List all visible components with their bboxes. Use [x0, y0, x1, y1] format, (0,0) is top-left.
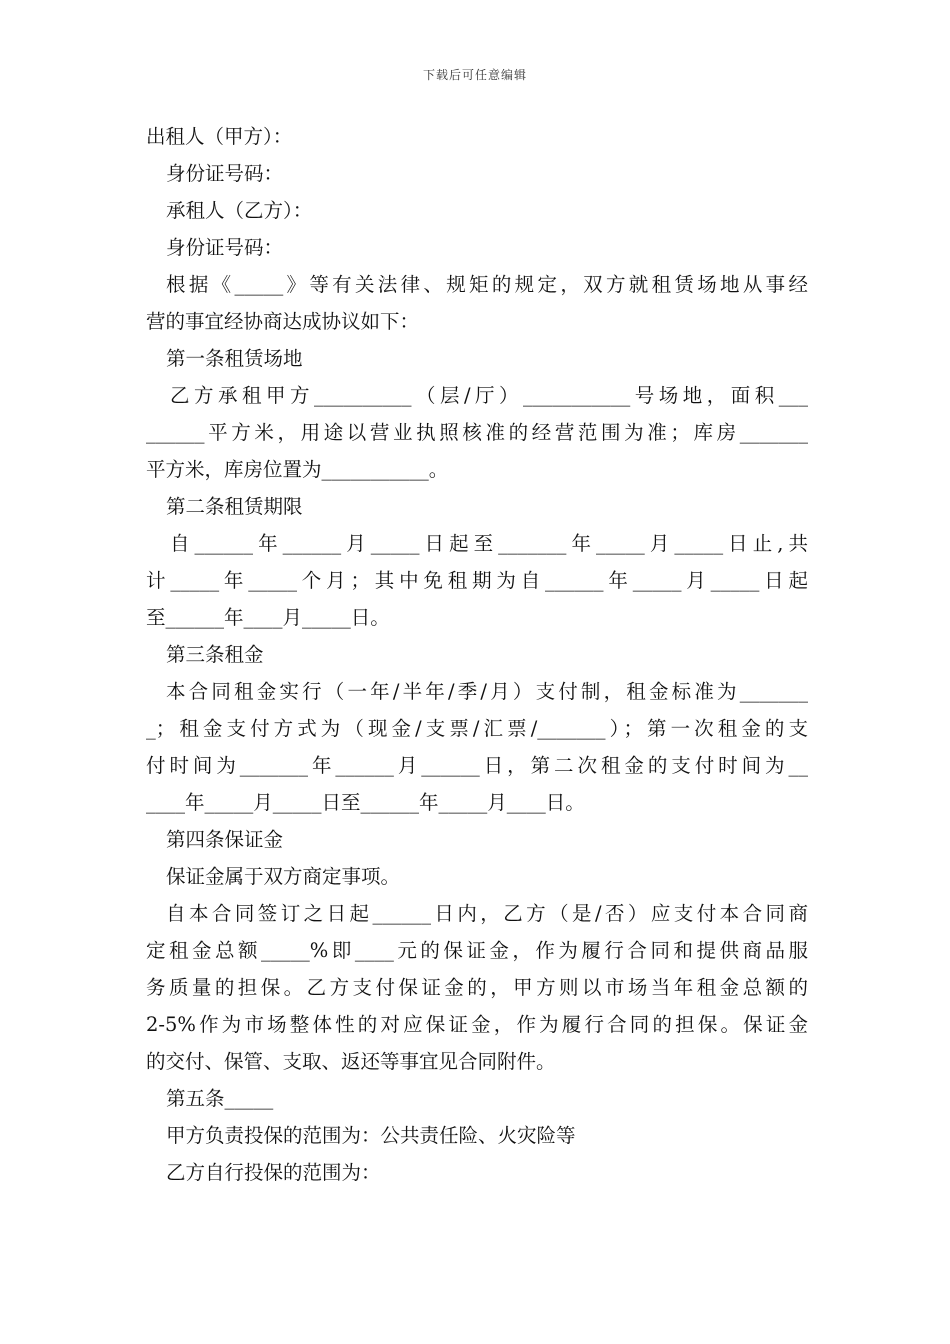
text-line: 第一条租赁场地: [166, 347, 303, 370]
text-line: 第三条租金: [166, 643, 264, 666]
text-line: 自本合同签订之日起______日内，乙方（是/否）应支付本合同商: [166, 902, 808, 925]
text-line: 2-5%作为市场整体性的对应保证金，作为履行合同的担保。保证金: [146, 1013, 808, 1036]
text-line: 第五条_____: [166, 1087, 274, 1110]
text-line: 保证金属于双方商定事项。: [166, 865, 401, 888]
text-line: 甲方负责投保的范围为：公共责任险、火灾险等: [166, 1124, 576, 1147]
text-line: ______平方米，用途以营业执照核准的经营范围为准；库房_______: [146, 421, 808, 444]
text-line: 至______年____月_____日。: [146, 606, 390, 629]
text-line: 计_____年_____个月；其中免租期为自______年_____月_____日起: [146, 569, 808, 592]
text-line: 根据《_____》等有关法律、规矩的规定，双方就租赁场地从事经: [166, 273, 808, 296]
document-body: [146, 118, 808, 1191]
text-line: 乙方承租甲方__________（层/厅）___________号场地，面积___: [170, 384, 808, 407]
text-line: 务质量的担保。乙方支付保证金的，甲方则以市场当年租金总额的: [146, 976, 808, 999]
text-line: 本合同租金实行（一年/半年/季/月）支付制，租金标准为_______: [166, 680, 808, 703]
text-line: 自______年______月_____日起至_______年_____月_____日止,共: [170, 532, 808, 555]
text-line: 第四条保证金: [166, 828, 284, 851]
text-line: 乙方自行投保的范围为：: [166, 1161, 381, 1184]
page-header: 下载后可任意编辑: [422, 68, 527, 82]
text-line: 出租人（甲方）：: [146, 125, 293, 148]
text-line: 营的事宜经协商达成协议如下：: [146, 310, 420, 333]
text-line: ____年_____月_____日至______年_____月____日。: [146, 791, 585, 814]
text-line: 定租金总额_____%即____元的保证金，作为履行合同和提供商品服: [146, 939, 808, 962]
text-line: _；租金支付方式为（现金/支票/汇票/_______）；第一次租金的支: [146, 717, 808, 740]
text-line: 承租人（乙方）：: [166, 199, 313, 222]
text-line: 付时间为_______年______月______日，第二次租金的支付时间为__: [146, 754, 808, 777]
text-line: 身份证号码：: [166, 162, 284, 185]
text-line: 的交付、保管、支取、返还等事宜见合同附件。: [146, 1050, 556, 1073]
text-line: 身份证号码：: [166, 236, 284, 259]
text-line: 第二条租赁期限: [166, 495, 303, 518]
text-line: 平方米，库房位置为___________。: [146, 458, 449, 481]
